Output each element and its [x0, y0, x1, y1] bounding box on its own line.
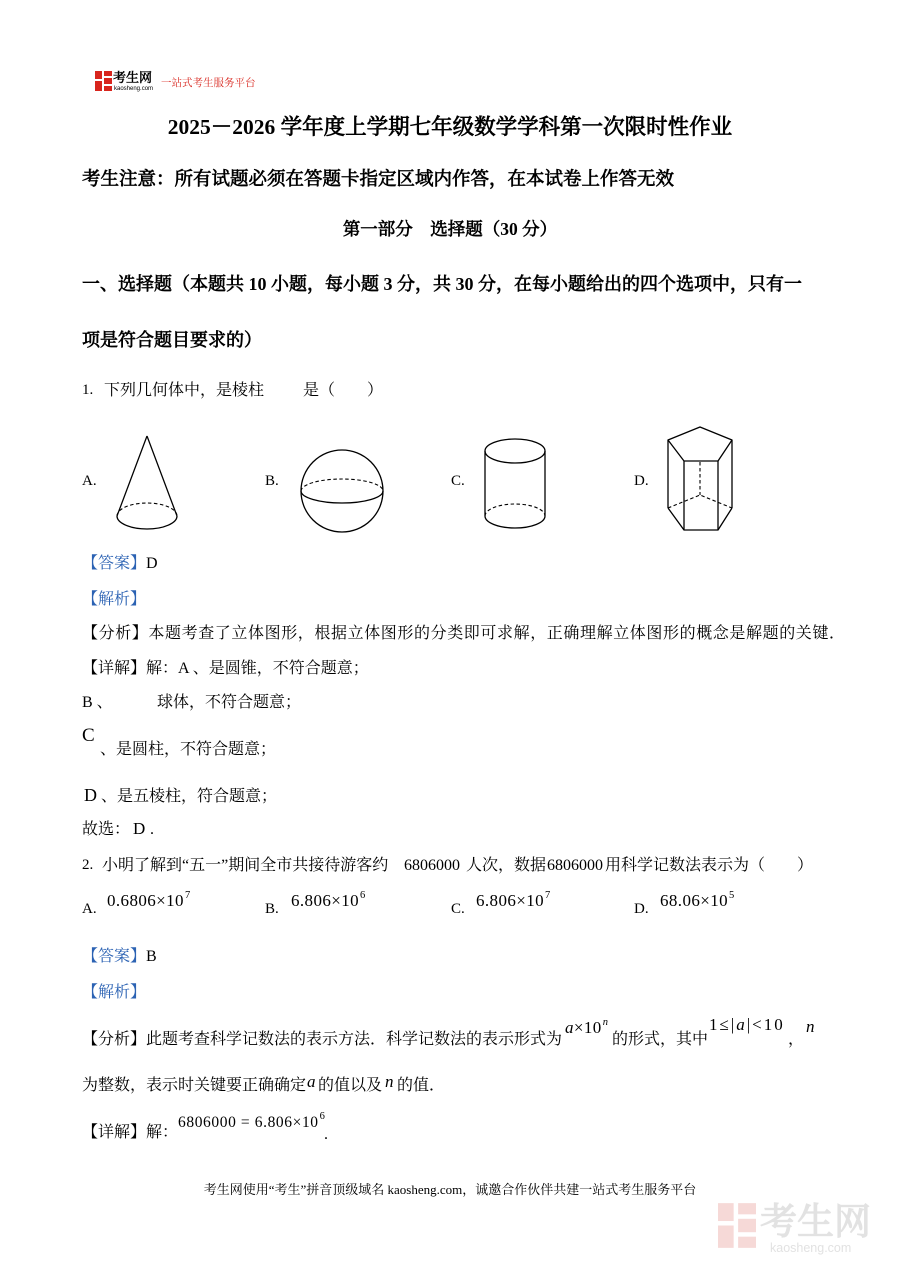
option-base: 68.06×10 — [660, 891, 729, 910]
range-var: a — [736, 1015, 747, 1034]
q1-stem: 下列几何体中，是棱柱 — [104, 382, 265, 399]
cone-icon — [110, 428, 186, 538]
part-heading: 第一部分 选择题（30 分） — [342, 219, 558, 239]
logo-slogan: 一站式考生服务平台 — [161, 78, 256, 89]
q2-option-c-label: C. — [451, 901, 465, 917]
q1-option-b — [265, 420, 405, 540]
detail-label: 【详解】 — [82, 660, 147, 677]
q1-answer — [82, 556, 158, 572]
cylinder-icon — [480, 436, 550, 536]
answer-label: 【答案】 — [82, 555, 147, 572]
q1-detail-d-letter: D — [84, 785, 97, 805]
section-heading-line2: 项是符合题目要求的） — [82, 330, 262, 350]
analysis-label: 【分析】 — [82, 625, 149, 642]
math-var-a: a — [565, 1018, 574, 1037]
q2-detail — [82, 1125, 178, 1141]
pentagonal-prism-icon — [662, 422, 740, 538]
q2-explanation-label: 【解析】 — [82, 984, 147, 1001]
analysis-text: 此题考查科学记数法的表示方法．科学记数法的表示形式为 — [146, 1031, 563, 1048]
q2-option-b-value — [291, 892, 366, 910]
q1-analysis — [82, 626, 846, 642]
q2-stem-part1: 小明了解到“五一”期间全市共接待游客约 — [102, 857, 389, 874]
equation-exponent: 6 — [319, 1111, 326, 1122]
q2-stem-num2: 6806000 — [547, 857, 603, 874]
logo-domain: kaosheng.com — [114, 86, 154, 92]
answer-value: D — [146, 555, 158, 572]
q2-number: 2. — [82, 857, 94, 873]
section-heading-line1: 一、选择题（本题共 10 小题，每小题 3 分，共 30 分，在每小题给出的四个选项中，只有一 — [82, 274, 802, 294]
q2-stem-part3: 用科学记数法表示为（ — [605, 857, 766, 874]
kaosheng-logo-icon — [95, 71, 112, 91]
q2-detail-end: . — [324, 1126, 328, 1143]
q2-analysis-a: a — [307, 1072, 316, 1091]
q2-analysis-text3: 为整数，表示时关键要正确确定 — [82, 1077, 307, 1094]
q2-option-a-value — [107, 892, 191, 910]
q1-detail-line-a — [82, 661, 369, 677]
q1-conclusion-choice: D — [133, 819, 146, 838]
q2-option-d-label: D. — [634, 901, 649, 917]
range-left: 1≤| — [709, 1015, 737, 1034]
q1-detail-c-letter: C — [82, 725, 95, 746]
q2-analysis-text5: 的值． — [397, 1077, 446, 1094]
range-right: |<10 — [746, 1015, 785, 1034]
detail-intro: 解： — [146, 1124, 179, 1141]
q2-option-d-value — [660, 892, 735, 910]
option-exponent: 7 — [184, 890, 191, 901]
q2-analysis-n2: n — [385, 1072, 394, 1091]
q1-detail-b-text: 球体，不符合题意； — [157, 694, 302, 711]
exam-notice: 考生注意：所有试题必须在答题卡指定区域内作答，在本试卷上作答无效 — [82, 170, 675, 190]
q2-analysis-text2: 的形式，其中 — [612, 1031, 709, 1048]
q2-analysis-text1 — [82, 1032, 562, 1048]
q1-conclusion-prefix: 故选： — [82, 821, 131, 838]
equation-text: 6806000 = 6.806×10 — [178, 1114, 319, 1131]
detail-text: 解：A 、是圆锥，不符合题意； — [146, 660, 369, 677]
q1-detail-d-text: 、是五棱柱，符合题意； — [101, 788, 278, 805]
option-label: C. — [451, 473, 465, 489]
q1-explanation-label: 【解析】 — [82, 591, 147, 608]
q1-detail-b-letter: B 、 — [82, 694, 113, 711]
option-exponent: 6 — [360, 890, 366, 901]
q2-analysis-n: n — [806, 1017, 815, 1036]
q1-stem-blank: 是（ ） — [303, 382, 384, 399]
q1-number: 1. — [82, 382, 94, 398]
q2-analysis-form — [565, 1019, 608, 1037]
option-label: A. — [82, 473, 97, 489]
q1-detail-c-text: 、是圆柱，不符合题意； — [100, 741, 277, 758]
watermark-name: 考生网 — [760, 1201, 871, 1242]
q2-answer — [82, 949, 157, 965]
q1-option-a — [82, 420, 222, 540]
option-exponent: 7 — [545, 890, 551, 901]
q2-detail-equation — [178, 1111, 326, 1131]
q1-option-d — [634, 420, 774, 540]
q2-option-a-label: A. — [82, 901, 97, 917]
math-exponent: n — [602, 1017, 609, 1028]
kaosheng-watermark-icon — [718, 1203, 756, 1248]
q2-stem-num1: 6806000 — [404, 857, 460, 874]
q2-stem-part4: ） — [797, 857, 814, 874]
logo-name: 考生网 — [113, 70, 153, 85]
option-label: D. — [634, 473, 649, 489]
option-base: 6.806×10 — [476, 891, 545, 910]
detail-label: 【详解】 — [82, 1124, 147, 1141]
q2-option-b-label: B. — [265, 901, 279, 917]
analysis-label: 【分析】 — [82, 1031, 147, 1048]
option-label: B. — [265, 473, 279, 489]
exam-title: 2025－2026 学年度上学期七年级数学学科第一次限时性作业 — [167, 115, 733, 139]
option-base: 6.806×10 — [291, 891, 360, 910]
option-base: 0.6806×10 — [107, 891, 184, 910]
q2-stem-part2: 人次，数据 — [466, 857, 547, 874]
page-footer: 考生网使用“考生”拼音顶级域名 kaosheng.com，诚邀合作伙伴共建一站式考生服务平台 — [203, 1182, 697, 1197]
answer-label: 【答案】 — [82, 948, 147, 965]
option-exponent: 5 — [729, 890, 735, 901]
q2-analysis-text4: 的值以及 — [318, 1077, 383, 1094]
q1-conclusion-suffix: . — [150, 821, 154, 838]
q2-analysis-comma: ， — [788, 1031, 805, 1048]
answer-value: B — [146, 948, 157, 965]
watermark-domain: kaosheng.com — [770, 1241, 852, 1255]
analysis-text: 本题考查了立体图形，根据立体图形的分类即可求解，正确理解立体图形的概念是解题的关键． — [148, 625, 846, 642]
math-base: ×10 — [573, 1018, 602, 1037]
q2-option-c-value — [476, 892, 551, 910]
q2-analysis-range — [709, 1016, 785, 1033]
q1-option-c — [451, 420, 591, 540]
sphere-icon — [296, 445, 388, 537]
